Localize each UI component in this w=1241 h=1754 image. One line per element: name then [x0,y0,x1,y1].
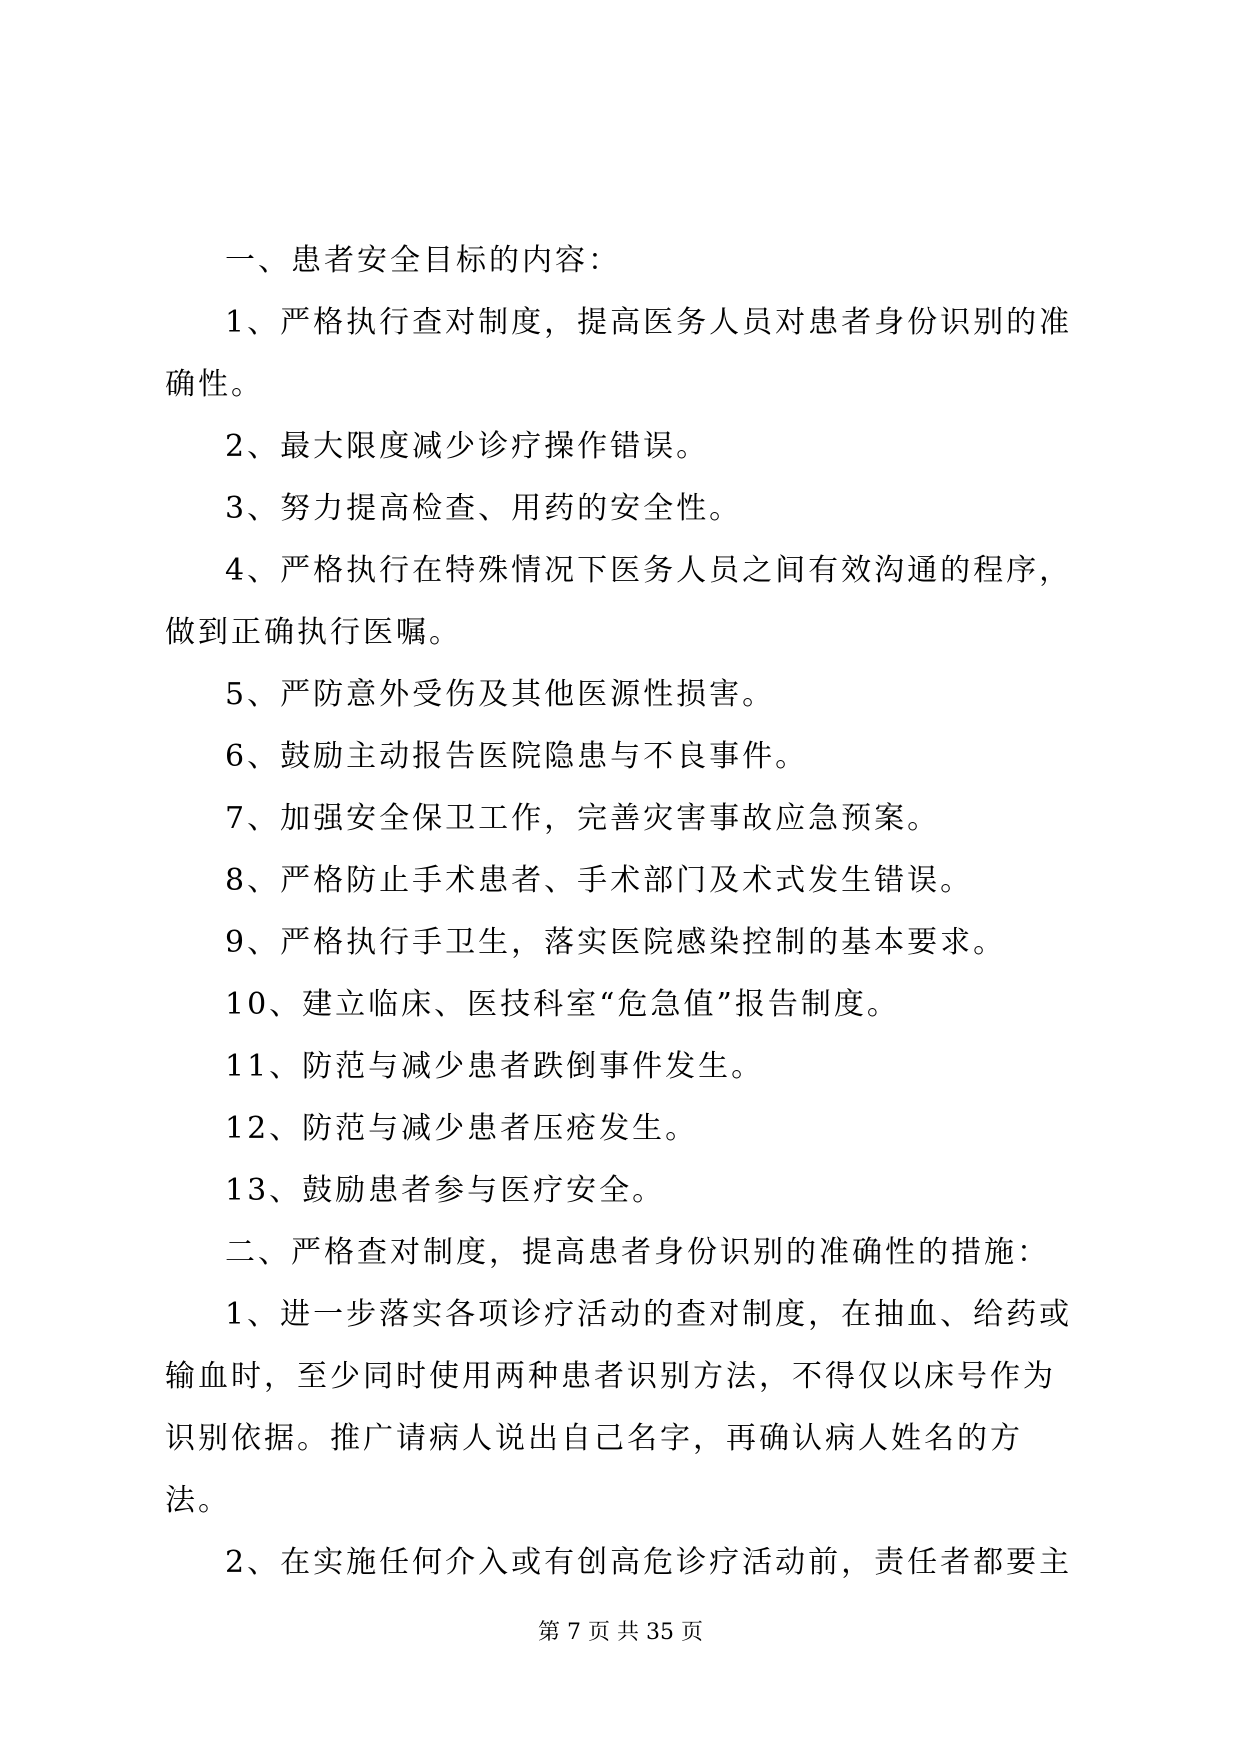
paragraph: 3、努力提高检查、用药的安全性。 [225,491,743,526]
paragraph: 11、防范与减少患者跌倒事件发生。 [225,1049,765,1084]
paragraph: 6、鼓励主动报告医院隐患与不良事件。 [225,739,809,774]
paragraph: 二、严格查对制度，提高患者身份识别的准确性的措施： [225,1235,1050,1270]
paragraph: 4、严格执行在特殊情况下医务人员之间有效沟通的程序，做到正确执行医嘱。 [165,553,1073,650]
paragraph: 5、严防意外受伤及其他医源性损害。 [225,677,776,712]
document-body [165,230,1085,1594]
paragraph: 10、建立临床、医技科室“危急值”报告制度。 [225,987,900,1022]
paragraph: 1、进一步落实各项诊疗活动的查对制度，在抽血、给药或输血时，至少同时使用两种患者识别方法，不得仅以床号作为识别依据。推广请病人说出自己名字，再确认病人姓名的方法。 [165,1297,1073,1518]
paragraph: 9、严格执行手卫生，落实医院感染控制的基本要求。 [225,925,1007,960]
paragraph: 8、严格防止手术患者、手术部门及术式发生错误。 [225,863,974,898]
paragraph: 7、加强安全保卫工作，完善灾害事故应急预案。 [225,801,941,836]
paragraph: 一、患者安全目标的内容： [225,243,621,278]
paragraph: 2、最大限度减少诊疗操作错误。 [225,429,710,464]
paragraph: 2、在实施任何介入或有创高危诊疗活动前，责任者都要主 [225,1545,1073,1580]
page-number-footer: 第 7 页 共 35 页 [538,1620,703,1645]
paragraph: 13、鼓励患者参与医疗安全。 [225,1173,666,1208]
paragraph: 12、防范与减少患者压疮发生。 [225,1111,699,1146]
paragraph: 1、严格执行查对制度，提高医务人员对患者身份识别的准确性。 [165,305,1073,402]
